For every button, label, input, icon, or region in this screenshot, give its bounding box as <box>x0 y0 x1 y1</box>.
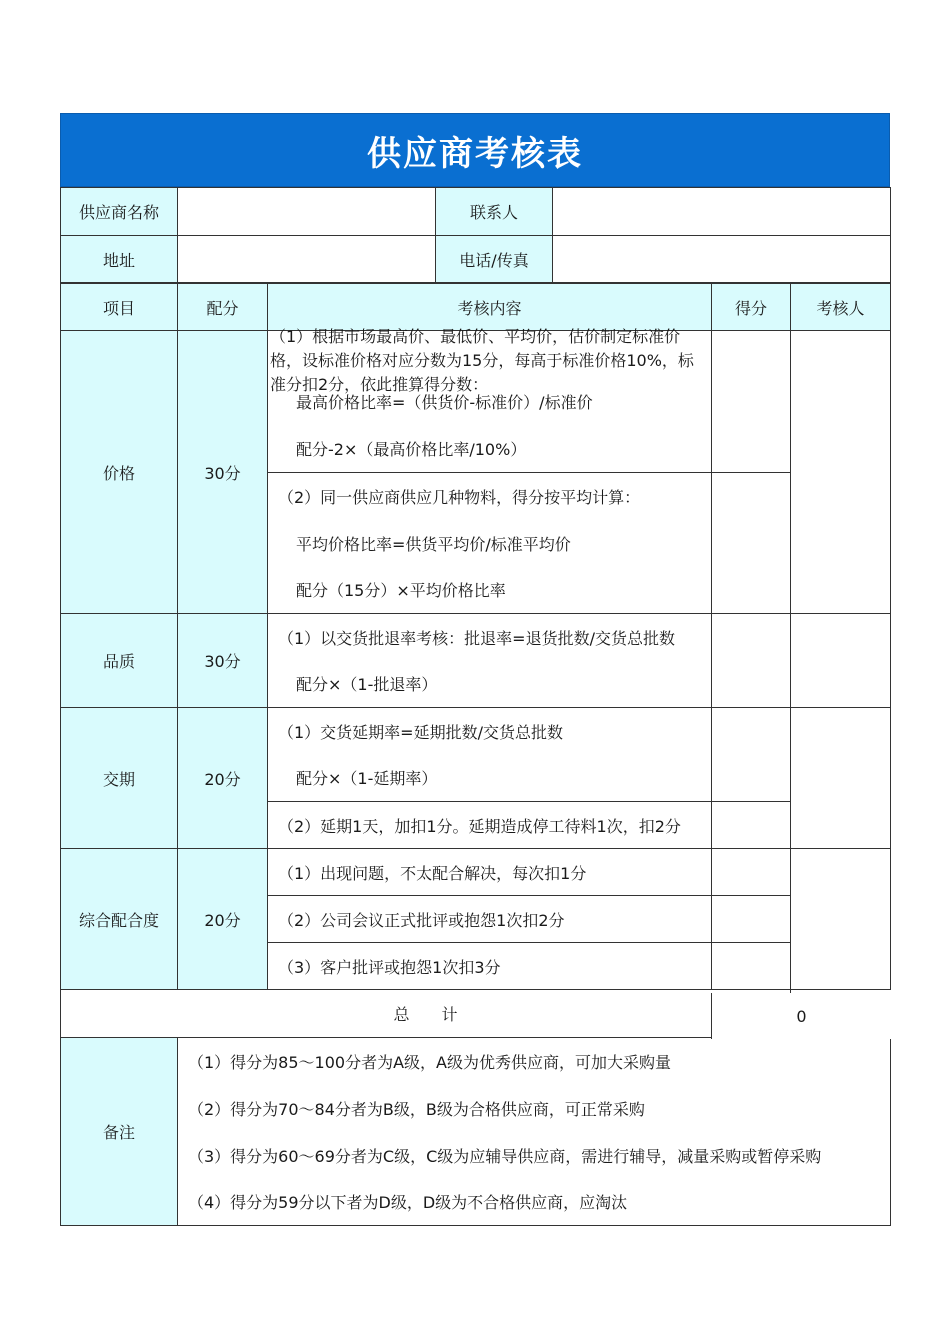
cooperation-rule-2: （2）公司会议正式批评或抱怨1次扣2分 <box>268 896 712 943</box>
quality-rule-1: （1）以交货批退率考核：批退率=退货批数/交货总批数 <box>268 614 712 661</box>
price-weight: 30分 <box>178 331 268 614</box>
notes-line-1: （1）得分为85～100分者为A级，A级为优秀供应商，可加大采购量 <box>178 1038 891 1085</box>
header-item: 项目 <box>61 284 178 331</box>
notes-table <box>60 1037 891 1226</box>
address-label: 地址 <box>61 236 178 283</box>
info-table <box>60 187 891 283</box>
price-rule-2: 最高价格比率=（供货价-标准价）/标准价 <box>268 378 712 425</box>
delivery-reviewer[interactable] <box>791 708 891 849</box>
header-score: 得分 <box>712 284 791 331</box>
notes-label: 备注 <box>61 1038 178 1226</box>
notes-line-3: （3）得分为60～69分者为C级，C级为应辅导供应商，需进行辅导，减量采购或暂停采购 <box>178 1132 891 1179</box>
assessment-sheet <box>60 113 890 1226</box>
header-reviewer: 考核人 <box>791 284 891 331</box>
price-rule-5: 平均价格比率=供货平均价/标准平均价 <box>268 520 712 567</box>
delivery-weight: 20分 <box>178 708 268 849</box>
cooperation-rule-3: （3）客户批评或抱怨1次扣3分 <box>268 943 712 990</box>
price-reviewer[interactable] <box>791 331 891 614</box>
quality-label: 品质 <box>61 614 178 708</box>
cooperation-reviewer[interactable] <box>791 849 891 990</box>
contact-field[interactable] <box>553 188 891 236</box>
quality-rule-2: 配分×（1-批退率） <box>268 661 712 708</box>
delivery-rule-3: （2）延期1天，加扣1分。延期造成停工待料1次，扣2分 <box>268 802 712 849</box>
quality-score[interactable] <box>712 614 791 708</box>
assessment-table <box>60 283 891 1038</box>
total-label: 总 计 <box>61 990 791 1038</box>
quality-reviewer[interactable] <box>791 614 891 708</box>
notes-line-4: （4）得分为59分以下者为D级，D级为不合格供应商，应淘汰 <box>178 1179 891 1226</box>
price-rule-6: 配分（15分）×平均价格比率 <box>268 567 712 614</box>
delivery-rule-1: （1）交货延期率=延期批数/交货总批数 <box>268 708 712 755</box>
price-rule-4: （2）同一供应商供应几种物料，得分按平均计算： <box>268 473 712 520</box>
cooperation-score-3[interactable] <box>712 943 791 990</box>
price-score-2[interactable] <box>712 473 791 614</box>
delivery-rule-2: 配分×（1-延期率） <box>268 755 712 802</box>
contact-label: 联系人 <box>436 188 553 236</box>
header-weight: 配分 <box>178 284 268 331</box>
quality-weight: 30分 <box>178 614 268 708</box>
delivery-score-2[interactable] <box>712 802 791 849</box>
price-score-1[interactable] <box>712 331 791 473</box>
cooperation-label: 综合配合度 <box>61 849 178 990</box>
delivery-score-1[interactable] <box>712 708 791 802</box>
delivery-label: 交期 <box>61 708 178 849</box>
cooperation-score-2[interactable] <box>712 896 791 943</box>
price-rule-1: （1）根据市场最高价、最低价、平均价，估价制定标准价格，设标准价格对应分数为15分，每高于标准价格10%，标准分扣2分，依此推算得分数： <box>270 327 694 394</box>
notes-line-2: （2）得分为70～84分者为B级，B级为合格供应商，可正常采购 <box>178 1085 891 1132</box>
cooperation-score-1[interactable] <box>712 849 791 896</box>
address-field[interactable] <box>178 236 436 283</box>
phone-field[interactable] <box>553 236 891 283</box>
price-rule-3: 配分-2×（最高价格比率/10%） <box>268 425 712 473</box>
phone-label: 电话/传真 <box>436 236 553 283</box>
cooperation-weight: 20分 <box>178 849 268 990</box>
supplier-name-label: 供应商名称 <box>61 188 178 236</box>
header-content: 考核内容 <box>268 284 712 331</box>
total-value: 0 <box>711 993 891 1039</box>
price-label: 价格 <box>61 331 178 614</box>
cooperation-rule-1: （1）出现问题，不太配合解决，每次扣1分 <box>268 849 712 896</box>
supplier-name-field[interactable] <box>178 188 436 236</box>
sheet-title: 供应商考核表 <box>60 113 890 187</box>
